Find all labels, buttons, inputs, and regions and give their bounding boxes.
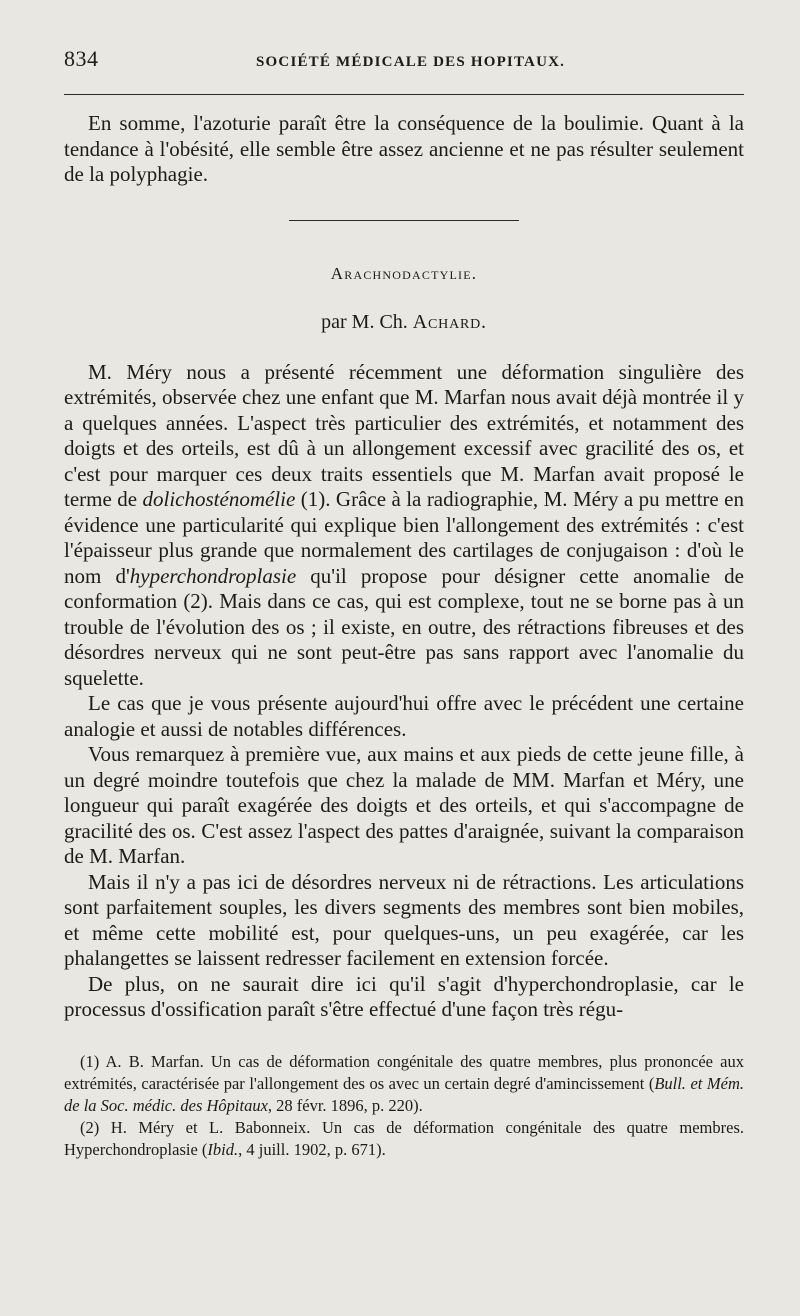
footnote-2-text-b: , 4 juill. 1902, p. 671). bbox=[238, 1139, 386, 1159]
section-separator bbox=[289, 220, 519, 221]
paragraph-1-text-c: qu'il propose pour désigner cette anomalie de conformation (2). Mais dans ce cas, qui est complexe, tout ne se borne pas à un trouble de l'évolution des os ; il existe, en outre, des rétractions fibreuses et des désordres nerveux qui ne sont peut-être pas sans rapport avec l'anomalie du squelette. bbox=[64, 563, 744, 690]
paragraph-1-text-b: (1). Grâce à la radiographie, M. Méry a pu mettre en évidence une particularité qui explique bien l'allongement des extrémités : c'est l'épaisseur plus grande que normalement des cartilages de conjugaison : d'où le nom d' bbox=[64, 487, 744, 588]
page-number: 834 bbox=[64, 46, 99, 71]
footnote-1-text-a: (1) A. B. Marfan. Un cas de déformation congénitale des quatre membres, plus prononcée aux extrémités, caractérisée par l'allongement des os avec un certain degré d'amincissement ( bbox=[64, 1051, 744, 1093]
footnotes bbox=[64, 1051, 744, 1161]
paragraph-3: Vous remarquez à première vue, aux mains et aux pieds de cette jeune fille, à un degré moindre toutefois que chez la malade de MM. Marfan et Méry, une longueur qui paraît exagérée des doigts et des orteils, et qui s'accompagne de gracilité des os. C'est assez l'aspect des pattes d'araignée, suivant la comparaison de M. Marfan. bbox=[64, 742, 744, 868]
paragraph-4: Mais il n'y a pas ici de désordres nerveux ni de rétractions. Les articulations sont parfaitement souples, les divers segments des membres sont bien mobiles, et même cette mobilité est, pour quelques-uns, un peu exagérée, car les phalangettes se laissent redresser facilement en extension forcée. bbox=[64, 869, 744, 970]
paragraph-1-term-1: dolichosténomélie bbox=[142, 487, 296, 511]
author-name: Achard. bbox=[412, 311, 487, 333]
running-header bbox=[64, 46, 744, 82]
intro-paragraph: En somme, l'azoturie paraît être la conséquence de la boulimie. Quant à la tendance à l'obésité, elle semble être assez ancienne et ne pas résulter seulement de la polyphagie. bbox=[64, 111, 744, 186]
footnote-2-text-a: (2) H. Méry et L. Babonneix. Un cas de déformation congénitale des quatre membres. Hyperchondroplasie ( bbox=[64, 1117, 744, 1159]
footnote-2-ibid: Ibid. bbox=[207, 1139, 239, 1159]
paragraph-1 bbox=[64, 360, 744, 692]
author-prefix: par M. Ch. bbox=[321, 311, 408, 333]
paragraph-1-text-a: M. Méry nous a présenté récemment une déformation singulière des extrémités, observée chez une enfant que M. Marfan nous avait déjà montrée il y a quelques années. L'aspect très particulier des extrémités, et notamment des doigts et des orteils, est dû à un allongement excessif avec gracilité des os, et c'est pour marquer ces deux traits essentiels que M. Marfan avait proposé le terme de bbox=[64, 359, 744, 511]
footnote-1-journal: Bull. et Mém. de la Soc. médic. des Hôpitaux bbox=[64, 1073, 744, 1115]
footnote-1 bbox=[64, 1051, 744, 1117]
article-body bbox=[64, 111, 744, 1023]
paragraph-2: Le cas que je vous présente aujourd'hui offre avec le précédent une certaine analogie et aussi de notables différences. bbox=[64, 691, 744, 741]
paragraph-5: De plus, on ne saurait dire ici qu'il s'agit d'hyperchondroplasie, car le processus d'ossification paraît s'être effectué d'une façon très régu- bbox=[64, 971, 744, 1021]
running-title: SOCIÉTÉ MÉDICALE DES HOPITAUX. bbox=[256, 54, 566, 70]
article-title: Arachnodactylie. bbox=[330, 263, 478, 283]
footnote-1-text-b: , 28 févr. 1896, p. 220). bbox=[267, 1095, 423, 1115]
footnote-2 bbox=[64, 1117, 744, 1161]
header-rule bbox=[64, 94, 744, 95]
article-author bbox=[64, 310, 744, 336]
paragraph-1-term-2: hyperchondroplasie bbox=[129, 563, 297, 588]
